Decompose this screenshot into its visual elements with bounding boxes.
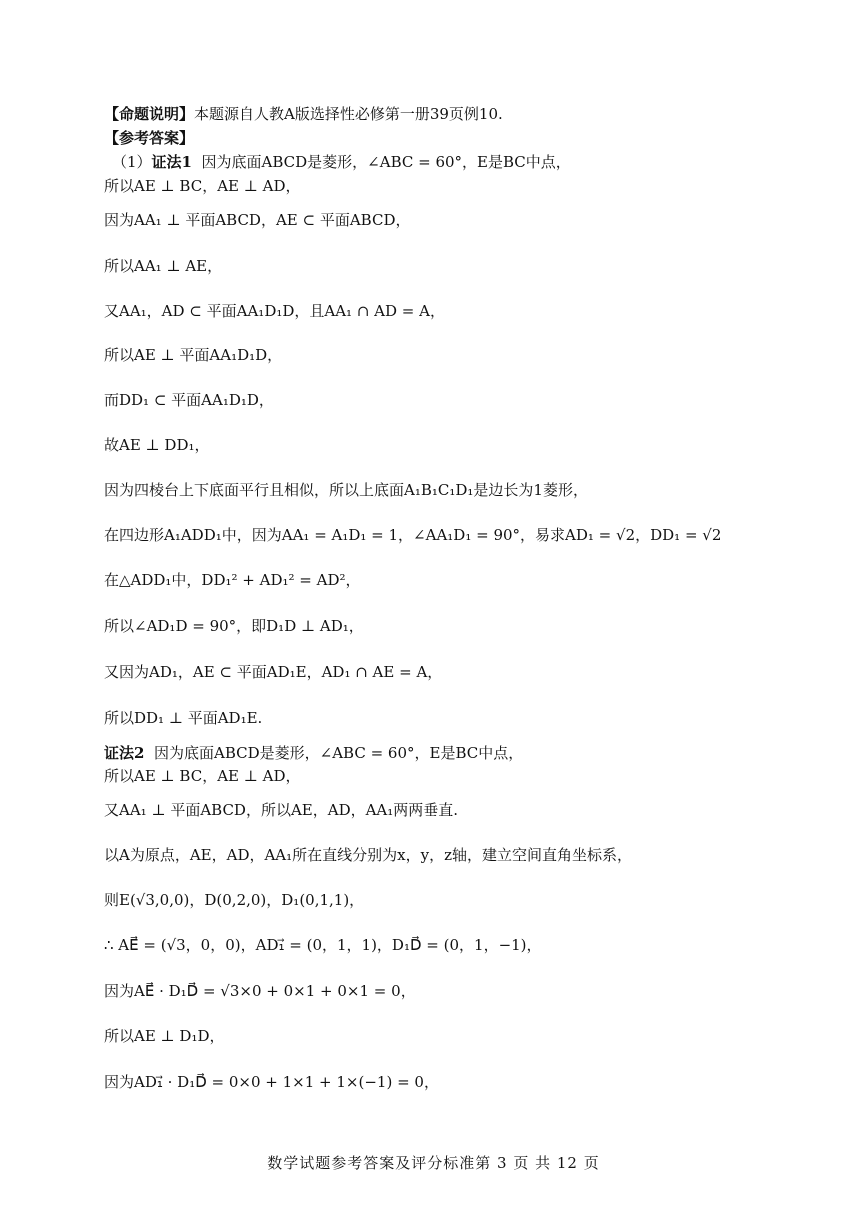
method1-line: 因为底面ABCD是菱形，∠ABC = 60°，E是BC中点， [201, 153, 571, 171]
method1-line: 所以AA₁ ⊥ AE， [104, 257, 223, 275]
problem-note [104, 104, 503, 124]
note-label: 【命题说明】 [104, 105, 195, 123]
method2-line: 所以AE ⊥ D₁D， [104, 1027, 225, 1045]
method1-line: 在四边形A₁ADD₁中，因为AA₁ = A₁D₁ = 1，∠AA₁D₁ = 90°，易求AD₁ = √2，DD₁ = √2 [104, 526, 722, 544]
page-footer: 数学试题参考答案及评分标准第 3 页 共 12 页 [267, 1154, 600, 1172]
method1-intro [112, 152, 571, 172]
method1-line: 故AE ⊥ DD₁， [104, 436, 210, 454]
method1-line: 又AA₁，AD ⊂ 平面AA₁D₁D，且AA₁ ∩ AD = A， [104, 302, 445, 320]
method2-line: 又AA₁ ⊥ 平面ABCD，所以AE，AD，AA₁两两垂直. [104, 801, 459, 819]
method1-line: 在△ADD₁中，DD₁² + AD₁² = AD²， [104, 571, 361, 589]
method1-line: 因为AA₁ ⊥ 平面ABCD，AE ⊂ 平面ABCD， [104, 211, 411, 229]
method2-line: 因为底面ABCD是菱形，∠ABC = 60°，E是BC中点， [153, 744, 524, 762]
method2-intro [104, 743, 523, 763]
part-number: （1） [112, 153, 152, 171]
method2-line: ∴ AE⃗ = (√3，0，0)，AD₁⃗ = (0，1，1)，D₁D⃗ = (0，1，−1)， [104, 936, 542, 954]
note-text: 本题源自人教A版选择性必修第一册39页例10. [194, 105, 503, 123]
method1-line: 所以AE ⊥ 平面AA₁D₁D， [104, 346, 283, 364]
answer-label: 【参考答案】 [104, 129, 195, 147]
method2-label: 证法2 [104, 744, 145, 762]
method1-label: 证法1 [151, 153, 192, 171]
method1-line: 因为四棱台上下底面平行且相似，所以上底面A₁B₁C₁D₁是边长为1菱形， [104, 481, 588, 499]
method1-line: 所以AE ⊥ BC，AE ⊥ AD， [104, 177, 301, 195]
method1-line: 而DD₁ ⊂ 平面AA₁D₁D， [104, 391, 274, 409]
method1-line: 所以DD₁ ⊥ 平面AD₁E. [104, 709, 263, 727]
method2-line: 则E(√3,0,0)，D(0,2,0)，D₁(0,1,1)， [104, 891, 365, 909]
method2-line: 以A为原点，AE，AD，AA₁所在直线分别为x，y，z轴，建立空间直角坐标系， [104, 846, 632, 864]
method2-line: 所以AE ⊥ BC，AE ⊥ AD， [104, 767, 301, 785]
method1-line: 所以∠AD₁D = 90°，即D₁D ⊥ AD₁， [104, 617, 364, 635]
method2-line: 因为AE⃗ · D₁D⃗ = √3×0 + 0×1 + 0×1 = 0， [104, 982, 416, 1000]
method2-line: 因为AD₁⃗ · D₁D⃗ = 0×0 + 1×1 + 1×(−1) = 0， [104, 1073, 439, 1091]
method1-line: 又因为AD₁，AE ⊂ 平面AD₁E，AD₁ ∩ AE = A， [104, 663, 443, 681]
